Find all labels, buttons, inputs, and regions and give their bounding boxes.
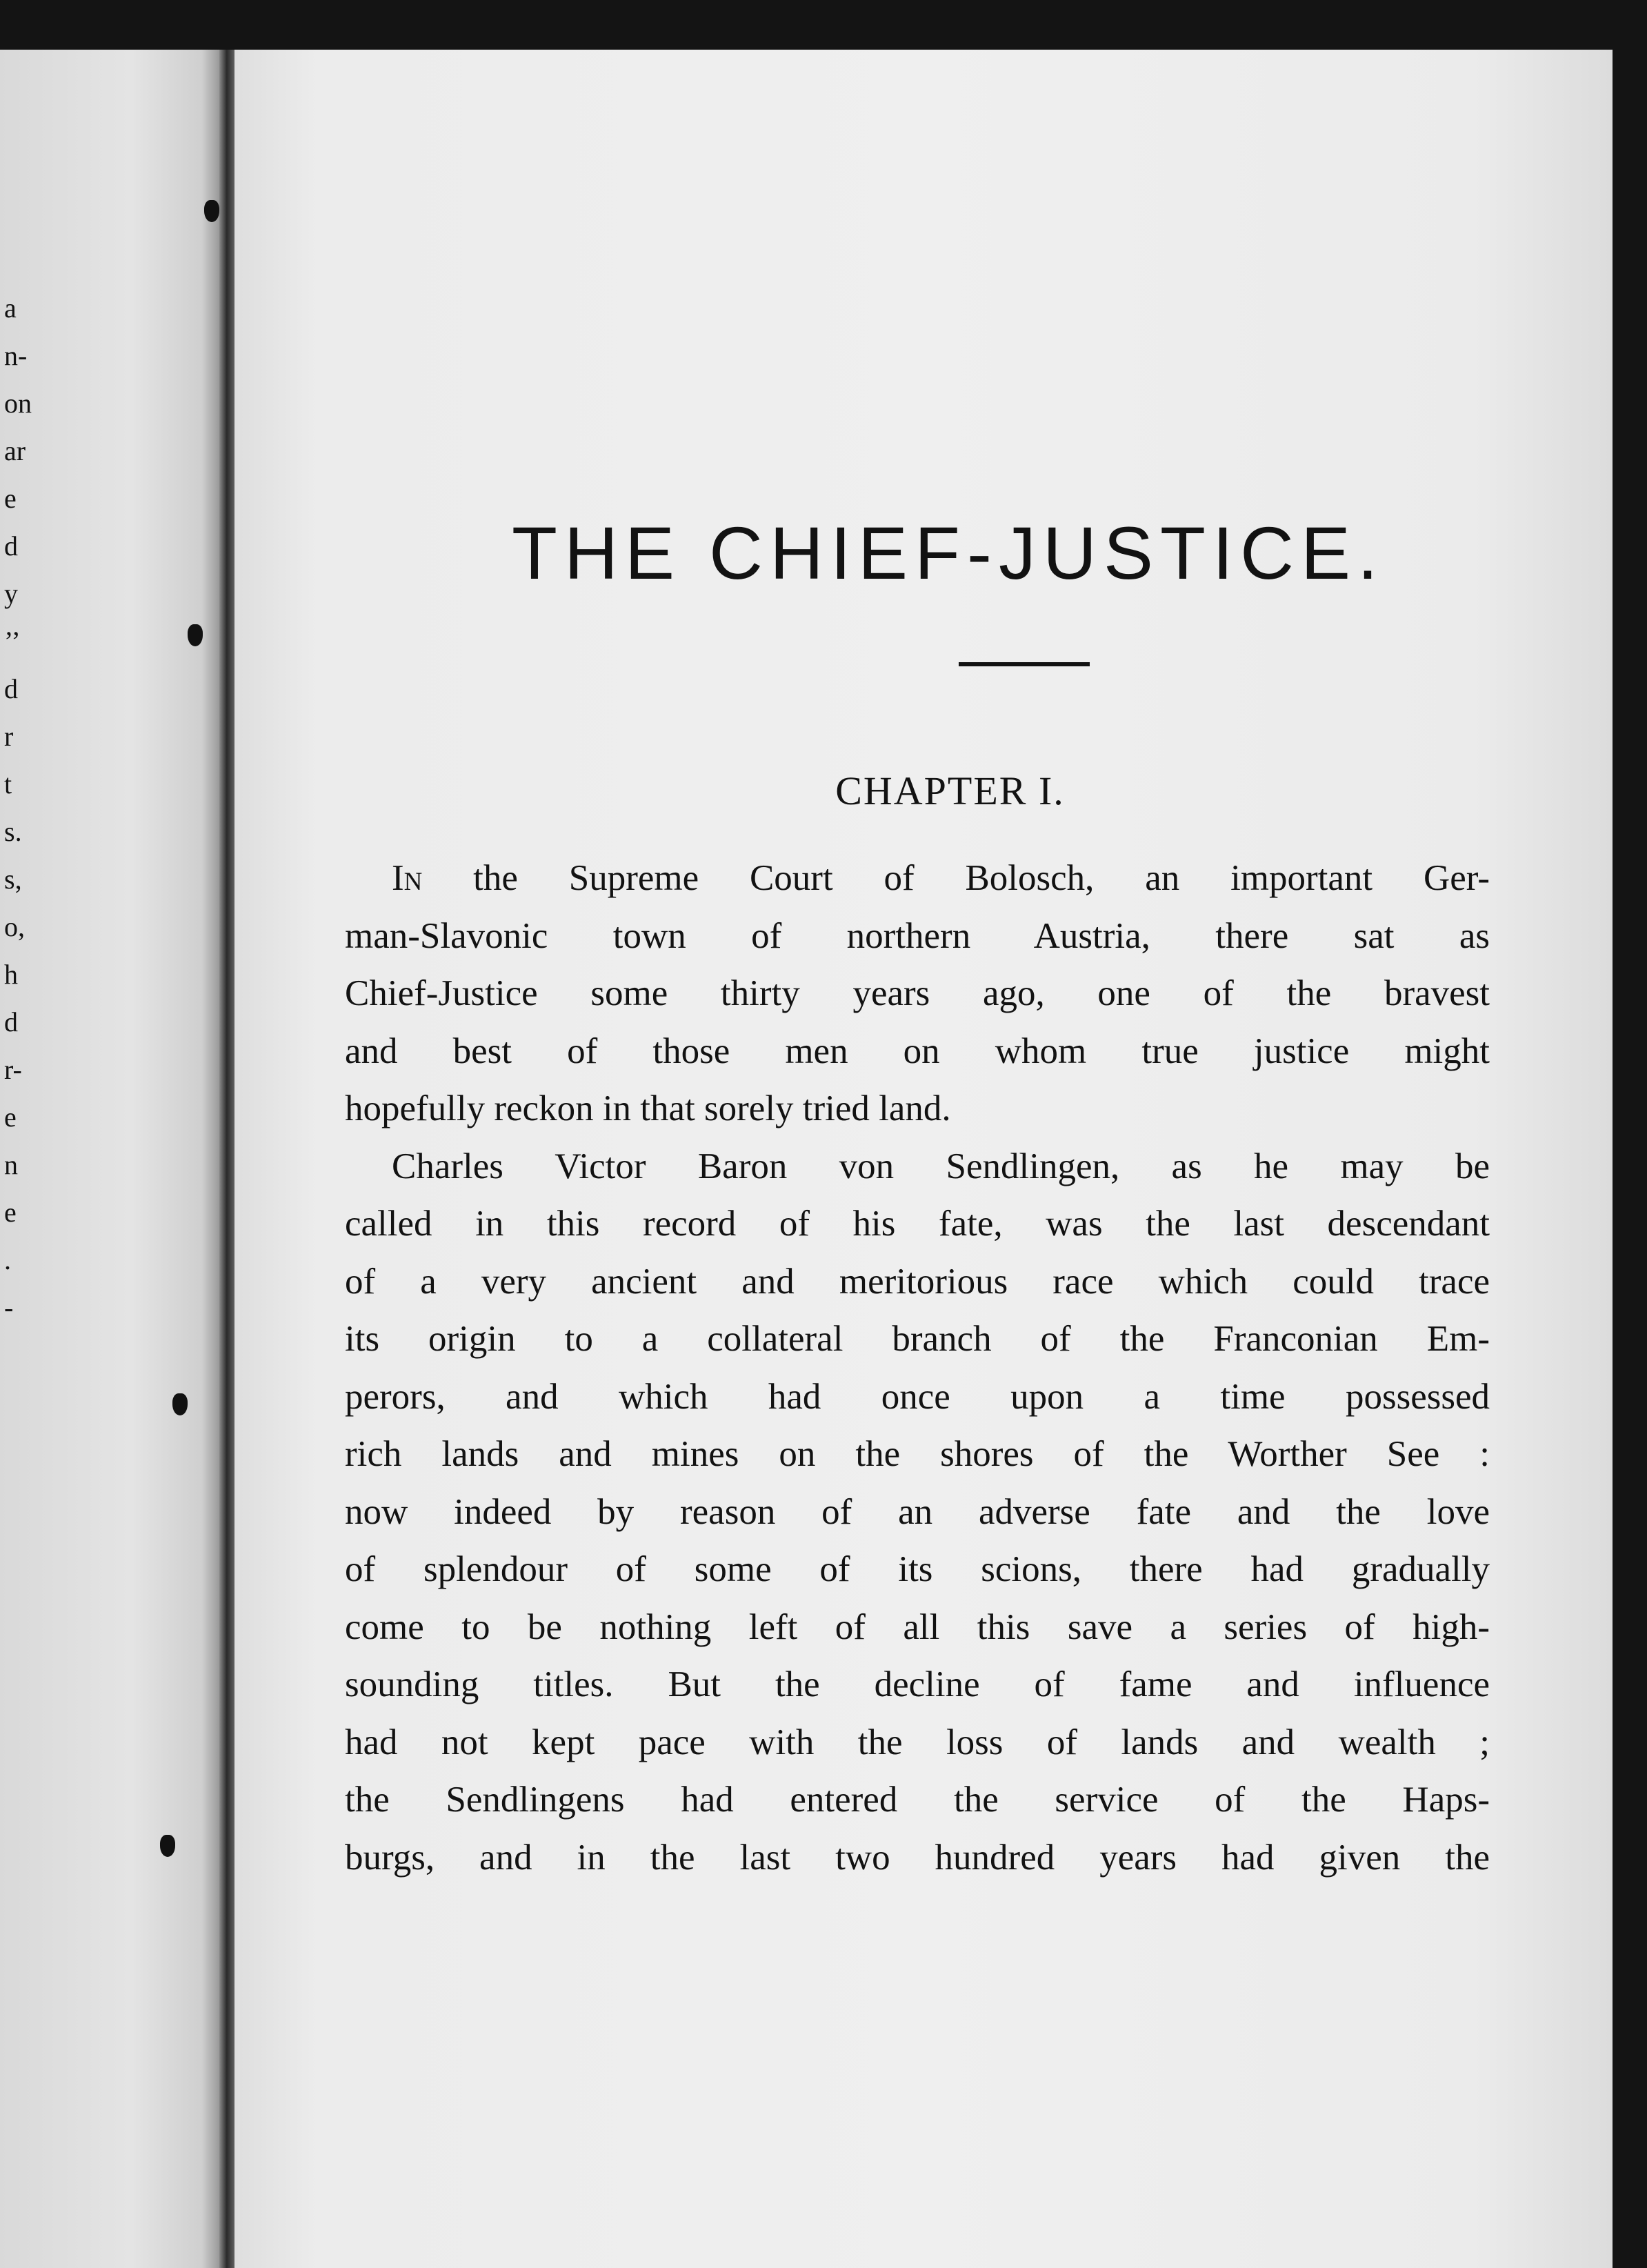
chapter-heading: CHAPTER I.	[835, 768, 1065, 813]
left-fragment: -	[4, 1292, 14, 1323]
text-line: man-Slavonic town of northern Austria, there sat as	[345, 915, 1490, 956]
text-line: perors, and which had once upon a time possessed	[345, 1376, 1490, 1417]
left-fragment: s.	[4, 816, 22, 847]
left-fragment: n-	[4, 340, 28, 371]
text-line: of splendour of some of its scions, there had gradually	[345, 1549, 1490, 1589]
text-line: sounding titles. But the decline of fame and influence	[345, 1664, 1490, 1704]
binding-thread-mark	[204, 200, 219, 222]
left-fragment: s,	[4, 864, 22, 895]
left-fragment: a	[4, 292, 17, 324]
left-fragment: ar	[4, 435, 26, 466]
binding-thread-mark	[188, 624, 203, 646]
left-fragment: y	[4, 578, 18, 609]
text-line: come to be nothing left of all this save a series of high-	[345, 1606, 1490, 1647]
left-fragment: r	[4, 721, 14, 752]
left-fragment: e	[4, 483, 17, 514]
binding-thread-mark	[172, 1393, 188, 1415]
book-title: THE CHIEF-JUSTICE.	[511, 511, 1385, 595]
left-fragment: on	[4, 388, 32, 419]
left-fragment: e	[4, 1102, 17, 1133]
text-line: burgs, and in the last two hundred years had given the	[345, 1837, 1490, 1878]
line-text: the Supreme Court of Bolosch, an important Ger-	[422, 858, 1490, 898]
text-line: its origin to a collateral branch of the Franconian Em-	[345, 1319, 1490, 1359]
text-line: the Sendlingens had entered the service of the Haps-	[345, 1780, 1490, 1820]
text-line: had not kept pace with the loss of lands and wealth ;	[345, 1722, 1490, 1762]
text-line: of a very ancient and meritorious race which could trace	[345, 1261, 1490, 1302]
text-line	[345, 850, 1490, 908]
left-fragment: ’’	[4, 626, 21, 657]
left-fragment: n	[4, 1149, 18, 1180]
text-line: called in this record of his fate, was the last descendant	[345, 1204, 1490, 1244]
chapter-body	[345, 850, 1490, 1887]
text-line: now indeed by reason of an adverse fate and the love	[345, 1491, 1490, 1532]
text-line: and best of those men on whom true justice might	[345, 1031, 1490, 1071]
left-fragment: d	[4, 673, 18, 704]
drop-initial-word: In	[392, 858, 423, 898]
left-fragment: e	[4, 1197, 17, 1228]
text-line: Charles Victor Baron von Sendlingen, as he may be	[392, 1146, 1490, 1186]
left-facing-page	[0, 50, 219, 2268]
text-line: Chief-Justice some thirty years ago, one of the bravest	[345, 973, 1490, 1013]
book-page	[234, 50, 1613, 2268]
left-fragment: .	[4, 1244, 11, 1275]
left-page-text-fragments	[0, 284, 32, 1331]
left-fragment: d	[4, 530, 18, 561]
title-rule	[959, 662, 1090, 666]
left-fragment: d	[4, 1006, 18, 1037]
left-fragment: r-	[4, 1054, 22, 1085]
binding-thread-mark	[160, 1835, 175, 1857]
text-line: hopefully reckon in that sorely tried land.	[345, 1088, 951, 1128]
left-fragment: t	[4, 768, 12, 799]
left-fragment: h	[4, 959, 18, 990]
text-line: rich lands and mines on the shores of the Worther See :	[345, 1434, 1490, 1474]
left-fragment: o,	[4, 911, 25, 942]
